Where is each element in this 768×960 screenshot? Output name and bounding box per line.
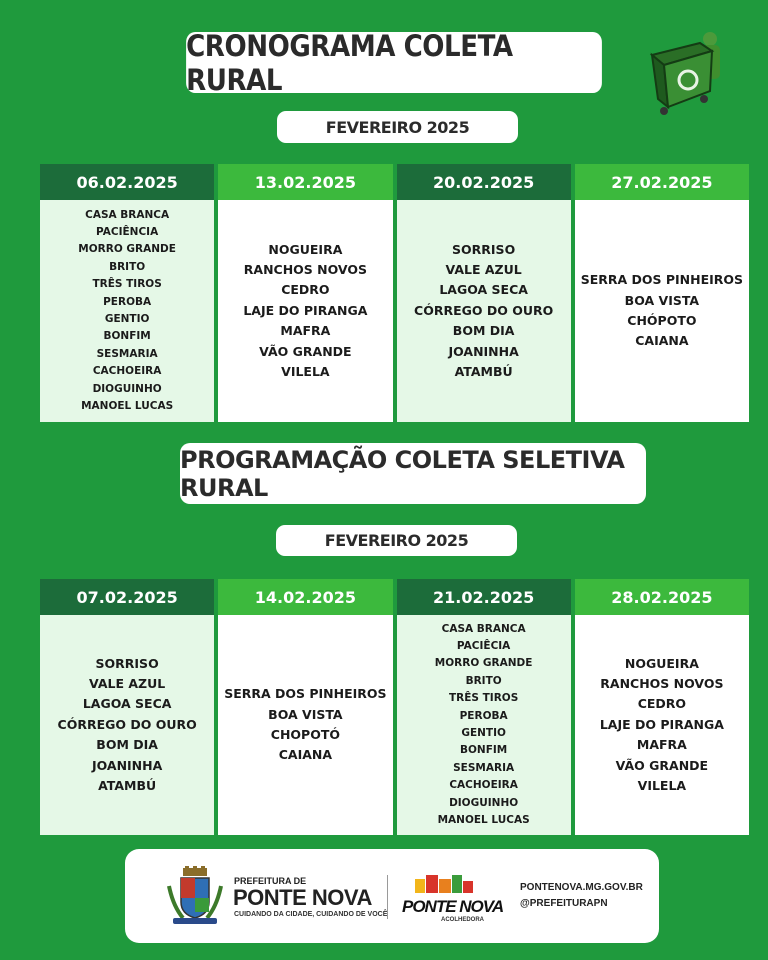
social-handle[interactable]: @PREFEITURAPN: [520, 898, 608, 909]
places-list: [40, 200, 214, 422]
place-item: MAFRA: [280, 323, 331, 339]
schedule-column: [218, 579, 392, 835]
place-item: SORRISO: [95, 655, 159, 671]
places-list: [397, 200, 571, 422]
date-header: 28.02.2025: [575, 579, 749, 615]
place-item: RANCHOS NOVOS: [243, 261, 367, 277]
place-item: VALE AZUL: [89, 675, 166, 691]
place-item: MANOEL LUCAS: [437, 814, 530, 827]
place-item: BOA VISTA: [268, 706, 343, 722]
city-crest-icon: [165, 866, 225, 926]
places-list: [40, 615, 214, 835]
place-item: TRÊS TIROS: [448, 692, 519, 705]
recycling-bin-icon: [640, 25, 732, 117]
date-header: 14.02.2025: [218, 579, 392, 615]
place-item: BOA VISTA: [624, 292, 700, 308]
place-item: CAIANA: [635, 333, 689, 349]
places-list: [218, 615, 392, 835]
place-item: DIOGUINHO: [449, 796, 519, 809]
place-item: GENTIO: [104, 313, 150, 325]
prefeitura-label: PREFEITURA DE: [234, 876, 307, 886]
footer-card: [125, 849, 659, 943]
place-item: LAJE DO PIRANGA: [243, 302, 368, 318]
place-item: CASA BRANCA: [441, 622, 526, 635]
place-item: VÃO GRANDE: [259, 343, 352, 359]
date-header: 07.02.2025: [40, 579, 214, 615]
place-item: MORRO GRANDE: [434, 657, 533, 670]
place-item: LAJE DO PIRANGA: [599, 716, 724, 732]
place-item: SESMARIA: [96, 347, 158, 360]
place-item: PACIÊNCIA: [96, 225, 159, 238]
place-item: VILELA: [281, 364, 330, 380]
place-item: ATAMBÚ: [454, 364, 513, 380]
place-item: DIOGUINHO: [92, 382, 162, 395]
place-item: CAIANA: [278, 747, 333, 763]
brand-text: PONTE NOVA: [402, 897, 504, 916]
place-item: BRITO: [109, 260, 146, 273]
website-link[interactable]: PONTENOVA.MG.GOV.BR: [520, 882, 643, 893]
place-item: BRITO: [465, 674, 502, 687]
places-list: [575, 615, 749, 835]
schedule-column: [397, 164, 571, 422]
place-item: SORRISO: [452, 241, 516, 257]
place-item: SERRA DOS PINHEIROS: [580, 272, 744, 288]
place-item: JOANINHA: [448, 343, 519, 359]
city-name: PONTE NOVA: [233, 885, 372, 910]
place-item: NOGUEIRA: [624, 655, 699, 671]
place-item: CACHOEIRA: [449, 779, 518, 792]
month-label-cronograma: FEVEREIRO 2025: [277, 111, 518, 143]
schedule-column: [40, 579, 214, 835]
place-item: CEDRO: [281, 282, 330, 298]
place-item: RANCHOS NOVOS: [600, 675, 724, 691]
place-item: CEDRO: [637, 696, 687, 712]
place-item: MAFRA: [636, 737, 687, 753]
schedule-grid-cronograma: [40, 164, 749, 422]
place-item: GENTIO: [461, 727, 506, 739]
place-item: BONFIM: [460, 744, 508, 757]
place-item: BOM DIA: [96, 737, 158, 753]
date-header: 21.02.2025: [397, 579, 571, 615]
place-item: PEROBA: [459, 709, 508, 722]
places-list: [397, 615, 571, 835]
place-item: CHOPOTÓ: [270, 727, 340, 742]
place-item: CACHOEIRA: [92, 365, 162, 378]
month-label-coleta-seletiva: FEVEREIRO 2025: [276, 525, 517, 556]
title-cronograma: CRONOGRAMA COLETA RURAL: [186, 32, 602, 93]
place-item: VALE AZUL: [445, 261, 522, 277]
ponte-nova-brand-logo: [399, 871, 504, 927]
place-item: TRÊS TIROS: [92, 278, 162, 291]
place-item: SERRA DOS PINHEIROS: [224, 686, 387, 702]
place-item: CÓRREGO DO OURO: [414, 302, 554, 318]
date-header: 06.02.2025: [40, 164, 214, 200]
schedule-grid-coleta-seletiva: [40, 579, 749, 835]
schedule-column: [397, 579, 571, 835]
title-coleta-seletiva: PROGRAMAÇÃO COLETA SELETIVA RURAL: [180, 443, 646, 504]
place-item: ATAMBÚ: [98, 778, 157, 794]
date-header: 13.02.2025: [218, 164, 392, 200]
place-item: PACIÊCIA: [456, 639, 511, 652]
brand-squares-icon: [415, 875, 475, 895]
place-item: SESMARIA: [453, 761, 515, 774]
footer-divider: [387, 875, 388, 919]
schedule-column: [40, 164, 214, 422]
city-tagline: CUIDANDO DA CIDADE, CUIDANDO DE VOCÊ: [234, 911, 388, 918]
place-item: PEROBA: [103, 295, 152, 308]
date-header: 20.02.2025: [397, 164, 571, 200]
schedule-column: [575, 164, 749, 422]
place-item: MANOEL LUCAS: [81, 400, 174, 413]
place-item: LAGOA SECA: [439, 282, 528, 298]
place-item: CÓRREGO DO OURO: [57, 716, 197, 732]
place-item: BONFIM: [103, 330, 151, 343]
brand-subtext: ACOLHEDORA: [441, 917, 484, 923]
place-item: VILELA: [637, 778, 687, 794]
place-item: BOM DIA: [452, 323, 515, 339]
places-list: [575, 200, 749, 422]
place-item: MORRO GRANDE: [78, 243, 176, 256]
places-list: [218, 200, 392, 422]
place-item: CASA BRANCA: [85, 208, 170, 221]
schedule-column: [575, 579, 749, 835]
place-item: NOGUEIRA: [268, 241, 343, 257]
date-header: 27.02.2025: [575, 164, 749, 200]
place-item: VÃO GRANDE: [615, 757, 709, 773]
place-item: LAGOA SECA: [82, 696, 172, 712]
schedule-column: [218, 164, 392, 422]
contact-links: [520, 880, 643, 912]
place-item: CHÓPOTO: [627, 313, 697, 328]
place-item: JOANINHA: [91, 757, 163, 773]
